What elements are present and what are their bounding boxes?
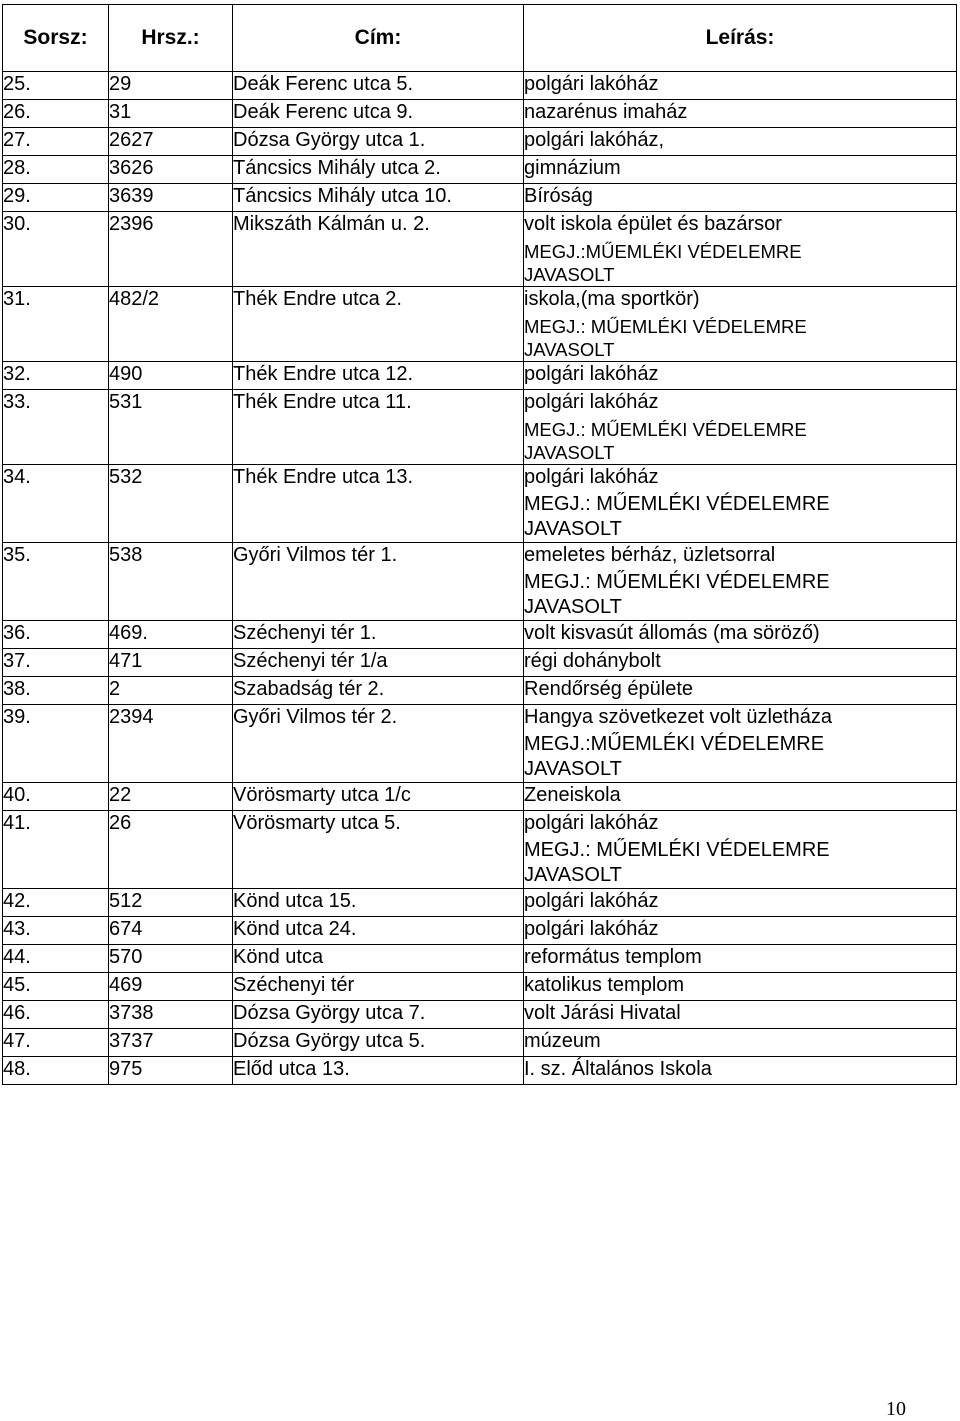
row-address: Thék Endre utca 11. [233,390,524,465]
row-number: 36. [3,621,109,649]
description-text: polgári lakóház [524,391,659,413]
description-text: polgári lakóház [524,812,659,834]
row-number: 40. [3,783,109,811]
row-hrsz: 512 [109,889,233,917]
row-hrsz: 975 [109,1057,233,1085]
row-address: Táncsics Mihály utca 2. [233,156,524,184]
row-number: 35. [3,543,109,621]
description-text: volt iskola épület és bazársor [524,213,782,235]
table-row [3,465,957,543]
row-address: Széchenyi tér 1/a [233,649,524,677]
table-row [3,184,957,212]
row-hrsz: 2627 [109,128,233,156]
row-hrsz: 2394 [109,705,233,783]
row-address: Győri Vilmos tér 1. [233,543,524,621]
description-text: iskola,(ma sportkör) [524,288,700,310]
table-row [3,128,957,156]
table-row [3,705,957,783]
row-description [524,889,957,917]
table-row [3,917,957,945]
description-text: múzeum [524,1030,601,1052]
row-description [524,465,957,543]
row-address: Deák Ferenc utca 9. [233,100,524,128]
description-text: volt kisvasút állomás (ma söröző) [524,622,820,644]
row-address: Dózsa György utca 5. [233,1029,524,1057]
table-row [3,811,957,889]
table-row [3,1029,957,1057]
row-description [524,390,957,465]
row-address: Dózsa György utca 7. [233,1001,524,1029]
row-description [524,362,957,390]
row-description [524,677,957,705]
description-text: Bíróság [524,185,593,207]
table-row [3,100,957,128]
row-address: Thék Endre utca 13. [233,465,524,543]
row-address: Könd utca [233,945,524,973]
monument-registry-table [2,4,957,1085]
description-text: polgári lakóház [524,918,659,940]
row-description [524,705,957,783]
row-hrsz: 31 [109,100,233,128]
table-row [3,783,957,811]
row-number: 45. [3,973,109,1001]
row-address: Mikszáth Kálmán u. 2. [233,212,524,287]
header-sorsz: Sorsz: [3,5,109,72]
row-address: Vörösmarty utca 1/c [233,783,524,811]
row-number: 34. [3,465,109,543]
row-hrsz: 26 [109,811,233,889]
heritage-note: MEGJ.: MŰEMLÉKI VÉDELEMRE JAVASOLT [524,839,830,886]
table-body [3,72,957,1085]
row-number: 28. [3,156,109,184]
row-number: 46. [3,1001,109,1029]
table-row [3,390,957,465]
row-number: 44. [3,945,109,973]
description-text: Zeneiskola [524,784,621,806]
row-description [524,156,957,184]
row-hrsz: 490 [109,362,233,390]
row-address: Előd utca 13. [233,1057,524,1085]
table-row [3,1057,957,1085]
table-row [3,889,957,917]
row-number: 43. [3,917,109,945]
row-description [524,543,957,621]
heritage-note: MEGJ.: MŰEMLÉKI VÉDELEMRE JAVASOLT [524,316,807,360]
row-number: 37. [3,649,109,677]
row-description [524,184,957,212]
table-row [3,677,957,705]
description-text: nazarénus imaház [524,101,688,123]
row-address: Széchenyi tér 1. [233,621,524,649]
row-number: 48. [3,1057,109,1085]
table-row [3,543,957,621]
row-number: 47. [3,1029,109,1057]
row-hrsz: 3626 [109,156,233,184]
table-row [3,156,957,184]
row-description [524,621,957,649]
row-address: Győri Vilmos tér 2. [233,705,524,783]
row-number: 38. [3,677,109,705]
row-description [524,287,957,362]
table-header-row [3,5,957,72]
row-hrsz: 469. [109,621,233,649]
row-hrsz: 29 [109,72,233,100]
row-description [524,917,957,945]
row-number: 42. [3,889,109,917]
heritage-note: MEGJ.: MŰEMLÉKI VÉDELEMRE JAVASOLT [524,419,807,463]
description-text: Hangya szövetkezet volt üzletháza [524,706,832,728]
description-text: volt Járási Hivatal [524,1002,681,1024]
table-row [3,287,957,362]
description-text: polgári lakóház [524,466,659,488]
heritage-note: MEGJ.: MŰEMLÉKI VÉDELEMRE JAVASOLT [524,571,830,618]
header-leiras: Leírás: [524,5,957,72]
row-address: Vörösmarty utca 5. [233,811,524,889]
table-row [3,973,957,1001]
description-text: református templom [524,946,702,968]
description-text: katolikus templom [524,974,685,996]
row-address: Szabadság tér 2. [233,677,524,705]
row-hrsz: 3738 [109,1001,233,1029]
row-address: Széchenyi tér [233,973,524,1001]
row-description [524,811,957,889]
row-address: Könd utca 24. [233,917,524,945]
table-row [3,1001,957,1029]
table-row [3,72,957,100]
description-text: I. sz. Általános Iskola [524,1058,712,1080]
row-address: Deák Ferenc utca 5. [233,72,524,100]
row-description [524,100,957,128]
description-text: polgári lakóház [524,73,659,95]
row-hrsz: 674 [109,917,233,945]
row-hrsz: 3639 [109,184,233,212]
row-address: Thék Endre utca 2. [233,287,524,362]
row-hrsz: 471 [109,649,233,677]
description-text: régi dohánybolt [524,650,661,672]
row-description [524,945,957,973]
row-number: 27. [3,128,109,156]
heritage-note: MEGJ.:MŰEMLÉKI VÉDELEMRE JAVASOLT [524,733,825,780]
row-hrsz: 482/2 [109,287,233,362]
description-text: polgári lakóház [524,890,659,912]
row-address: Könd utca 15. [233,889,524,917]
row-description [524,649,957,677]
row-address: Thék Endre utca 12. [233,362,524,390]
row-address: Dózsa György utca 1. [233,128,524,156]
row-description [524,72,957,100]
table-row [3,621,957,649]
row-number: 39. [3,705,109,783]
row-hrsz: 3737 [109,1029,233,1057]
row-description [524,783,957,811]
row-number: 33. [3,390,109,465]
heritage-note: MEGJ.:MŰEMLÉKI VÉDELEMRE JAVASOLT [524,241,802,285]
row-number: 26. [3,100,109,128]
row-number: 25. [3,72,109,100]
row-description [524,212,957,287]
row-description [524,1029,957,1057]
header-hrsz: Hrsz.: [109,5,233,72]
description-text: polgári lakóház [524,363,659,385]
row-hrsz: 531 [109,390,233,465]
row-hrsz: 570 [109,945,233,973]
row-hrsz: 469 [109,973,233,1001]
description-text: gimnázium [524,157,621,179]
row-description [524,1057,957,1085]
row-description [524,1001,957,1029]
row-hrsz: 22 [109,783,233,811]
table-row [3,362,957,390]
row-number: 30. [3,212,109,287]
row-number: 31. [3,287,109,362]
row-hrsz: 2396 [109,212,233,287]
row-hrsz: 532 [109,465,233,543]
row-number: 29. [3,184,109,212]
row-description [524,128,957,156]
table-row [3,212,957,287]
row-hrsz: 538 [109,543,233,621]
table-row [3,945,957,973]
row-description [524,973,957,1001]
row-number: 41. [3,811,109,889]
table-row [3,649,957,677]
row-number: 32. [3,362,109,390]
description-text: Rendőrség épülete [524,678,694,700]
header-cim: Cím: [233,5,524,72]
description-text: polgári lakóház, [524,129,665,151]
heritage-note: MEGJ.: MŰEMLÉKI VÉDELEMRE JAVASOLT [524,493,830,540]
row-hrsz: 2 [109,677,233,705]
row-address: Táncsics Mihály utca 10. [233,184,524,212]
description-text: emeletes bérház, üzletsorral [524,544,776,566]
page-number: 10 [886,1398,906,1420]
